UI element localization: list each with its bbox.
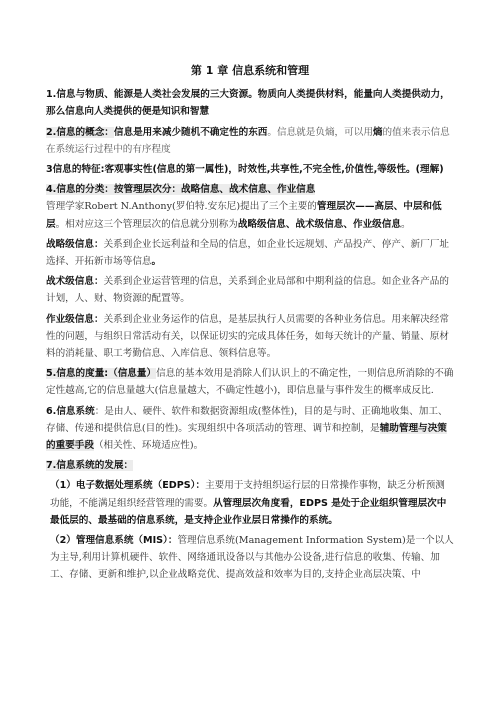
strategic-label: 战略级信息： xyxy=(46,238,104,250)
operational-text: 关系到企业业务运作的信息，是基层执行人员需要的各种业务信息。用来解决经常性的问题，与组织日常活动有关，以保证切实的完成具体任务，如每天统计的产量、销量、原材料的消耗量、职工考勤信息、入库信息、领料信息等。 xyxy=(46,313,449,360)
edps-text: 主要用于支持组织运行层的日常操作事物，缺乏分析预测功能，不能满足组织经营管理的需要。 xyxy=(50,480,445,509)
mis-text: 管理信息系统(Management Information System)是一个以人为主导,利用计算机硬件、软件、网络通讯设备以与其他办公设备,进行信息的收集、传输、加工、存储、更新和维护,以企业战略竞优、提高效益和效率为目的,支持企业高层决策、中 xyxy=(50,535,454,581)
levels-correspond: 。相对应这三个管理层次的信息就分别称为 xyxy=(55,218,238,230)
measure-tail: (信息量越大，不确定性越小)，即信息量与事件发生的概率成反比. xyxy=(154,385,434,397)
entropy-word: 熵 xyxy=(372,126,383,138)
info-features-text: 3信息的特征:客观事实性(信息的第一属性)，时效性,共享性,不完全性,价值性,等级性 xyxy=(46,164,407,176)
classification-heading: 4.信息的分类：按管理层次分：战略信息、战术信息、作业信息 xyxy=(46,184,316,196)
info-features-note: 。(理解) xyxy=(406,164,444,176)
development-heading: 7.信息系统的发展： xyxy=(46,460,134,472)
chapter-title: 第 1 章 信息系统和管理 xyxy=(190,64,310,77)
para-info-system xyxy=(46,403,454,455)
para-edps xyxy=(46,477,454,529)
para-tactical-info xyxy=(46,273,454,307)
para-strategic-info xyxy=(46,236,454,270)
strategic-text: 关系到企业长远利益和全局的信息，如企业长远规划、产品投产、停产、新厂厂址选择、开拓新市场等信息 xyxy=(46,238,449,268)
info-system-tail: （相关性、环境适应性)。 xyxy=(93,440,204,452)
strategic-period: 。 xyxy=(151,256,162,268)
para-operational-info xyxy=(46,311,454,363)
info-system-label: 6.信息系统 xyxy=(46,405,95,417)
edps-label: （1）电子数据处理系统（EDPS）： xyxy=(50,480,206,492)
info-system-text: ：是由人、硬件、软件和数据资源组成(整体性)，目的是与时、正确地收集、加工、存储、传递和提供信息(目的性)。实现组织中各项活动的管理、调节和控制，是 xyxy=(46,405,448,434)
management-levels: 管理层次——高层、中层和低层 xyxy=(46,201,442,230)
para-info-measure xyxy=(46,365,454,399)
info-concept-def: 信息是用来减少随机不确定性的东西 xyxy=(113,126,268,138)
para-mis xyxy=(46,532,454,584)
anthony-text: 管理学家Robert N.Anthony(罗伯特.安东尼)提出了三个主要的 xyxy=(46,201,317,213)
para-info-features xyxy=(46,161,454,178)
mis-label: （2）管理信息系统（MIS）： xyxy=(50,535,178,547)
info-levels: 战略级信息、战术级信息、作业级信息 xyxy=(237,218,401,230)
para-three-resources xyxy=(46,86,454,120)
para-info-classification xyxy=(46,181,454,233)
measure-heading: 5.信息的度量:（信息量） xyxy=(46,368,157,380)
edps-key: 从管理层次角度看，EDPS 是处于企业组织管理层次中最低层的、最基础的信息系统，是支持企业作业层日常操作的系统。 xyxy=(50,497,447,526)
levels-period: 。 xyxy=(400,218,411,230)
info-concept-tail: 的值来表示信息在系统运行过程中的有序程度 xyxy=(46,126,450,155)
tactical-text: 关系到企业运营管理的信息，关系到企业局部和中期利益的信息。如企业各产品的计划，人、财、物资源的配置等。 xyxy=(46,276,449,305)
operational-label: 作业级信息： xyxy=(46,313,104,325)
measure-text: 信息的基本效用是消除人们认识上的不确定性，一则信息所消除的不确定性越高,它的信息量越大 xyxy=(46,368,454,397)
info-concept-label: 2.信息的概念： xyxy=(46,126,114,138)
tactical-label: 战术级信息： xyxy=(46,276,104,288)
para-system-development xyxy=(46,457,454,474)
para-info-concept xyxy=(46,124,454,158)
three-resources-text: 1.信息与物质、能源是人类社会发展的三大资源。物质向人类提供材料，能量向人类提供动力，那么信息向人类提供的便是知识和智慧 xyxy=(46,89,450,118)
info-system-key: 辅助管理与决策的重要手段 xyxy=(46,422,447,452)
info-concept-rest: 。信息就是负熵，可以用 xyxy=(267,126,373,138)
